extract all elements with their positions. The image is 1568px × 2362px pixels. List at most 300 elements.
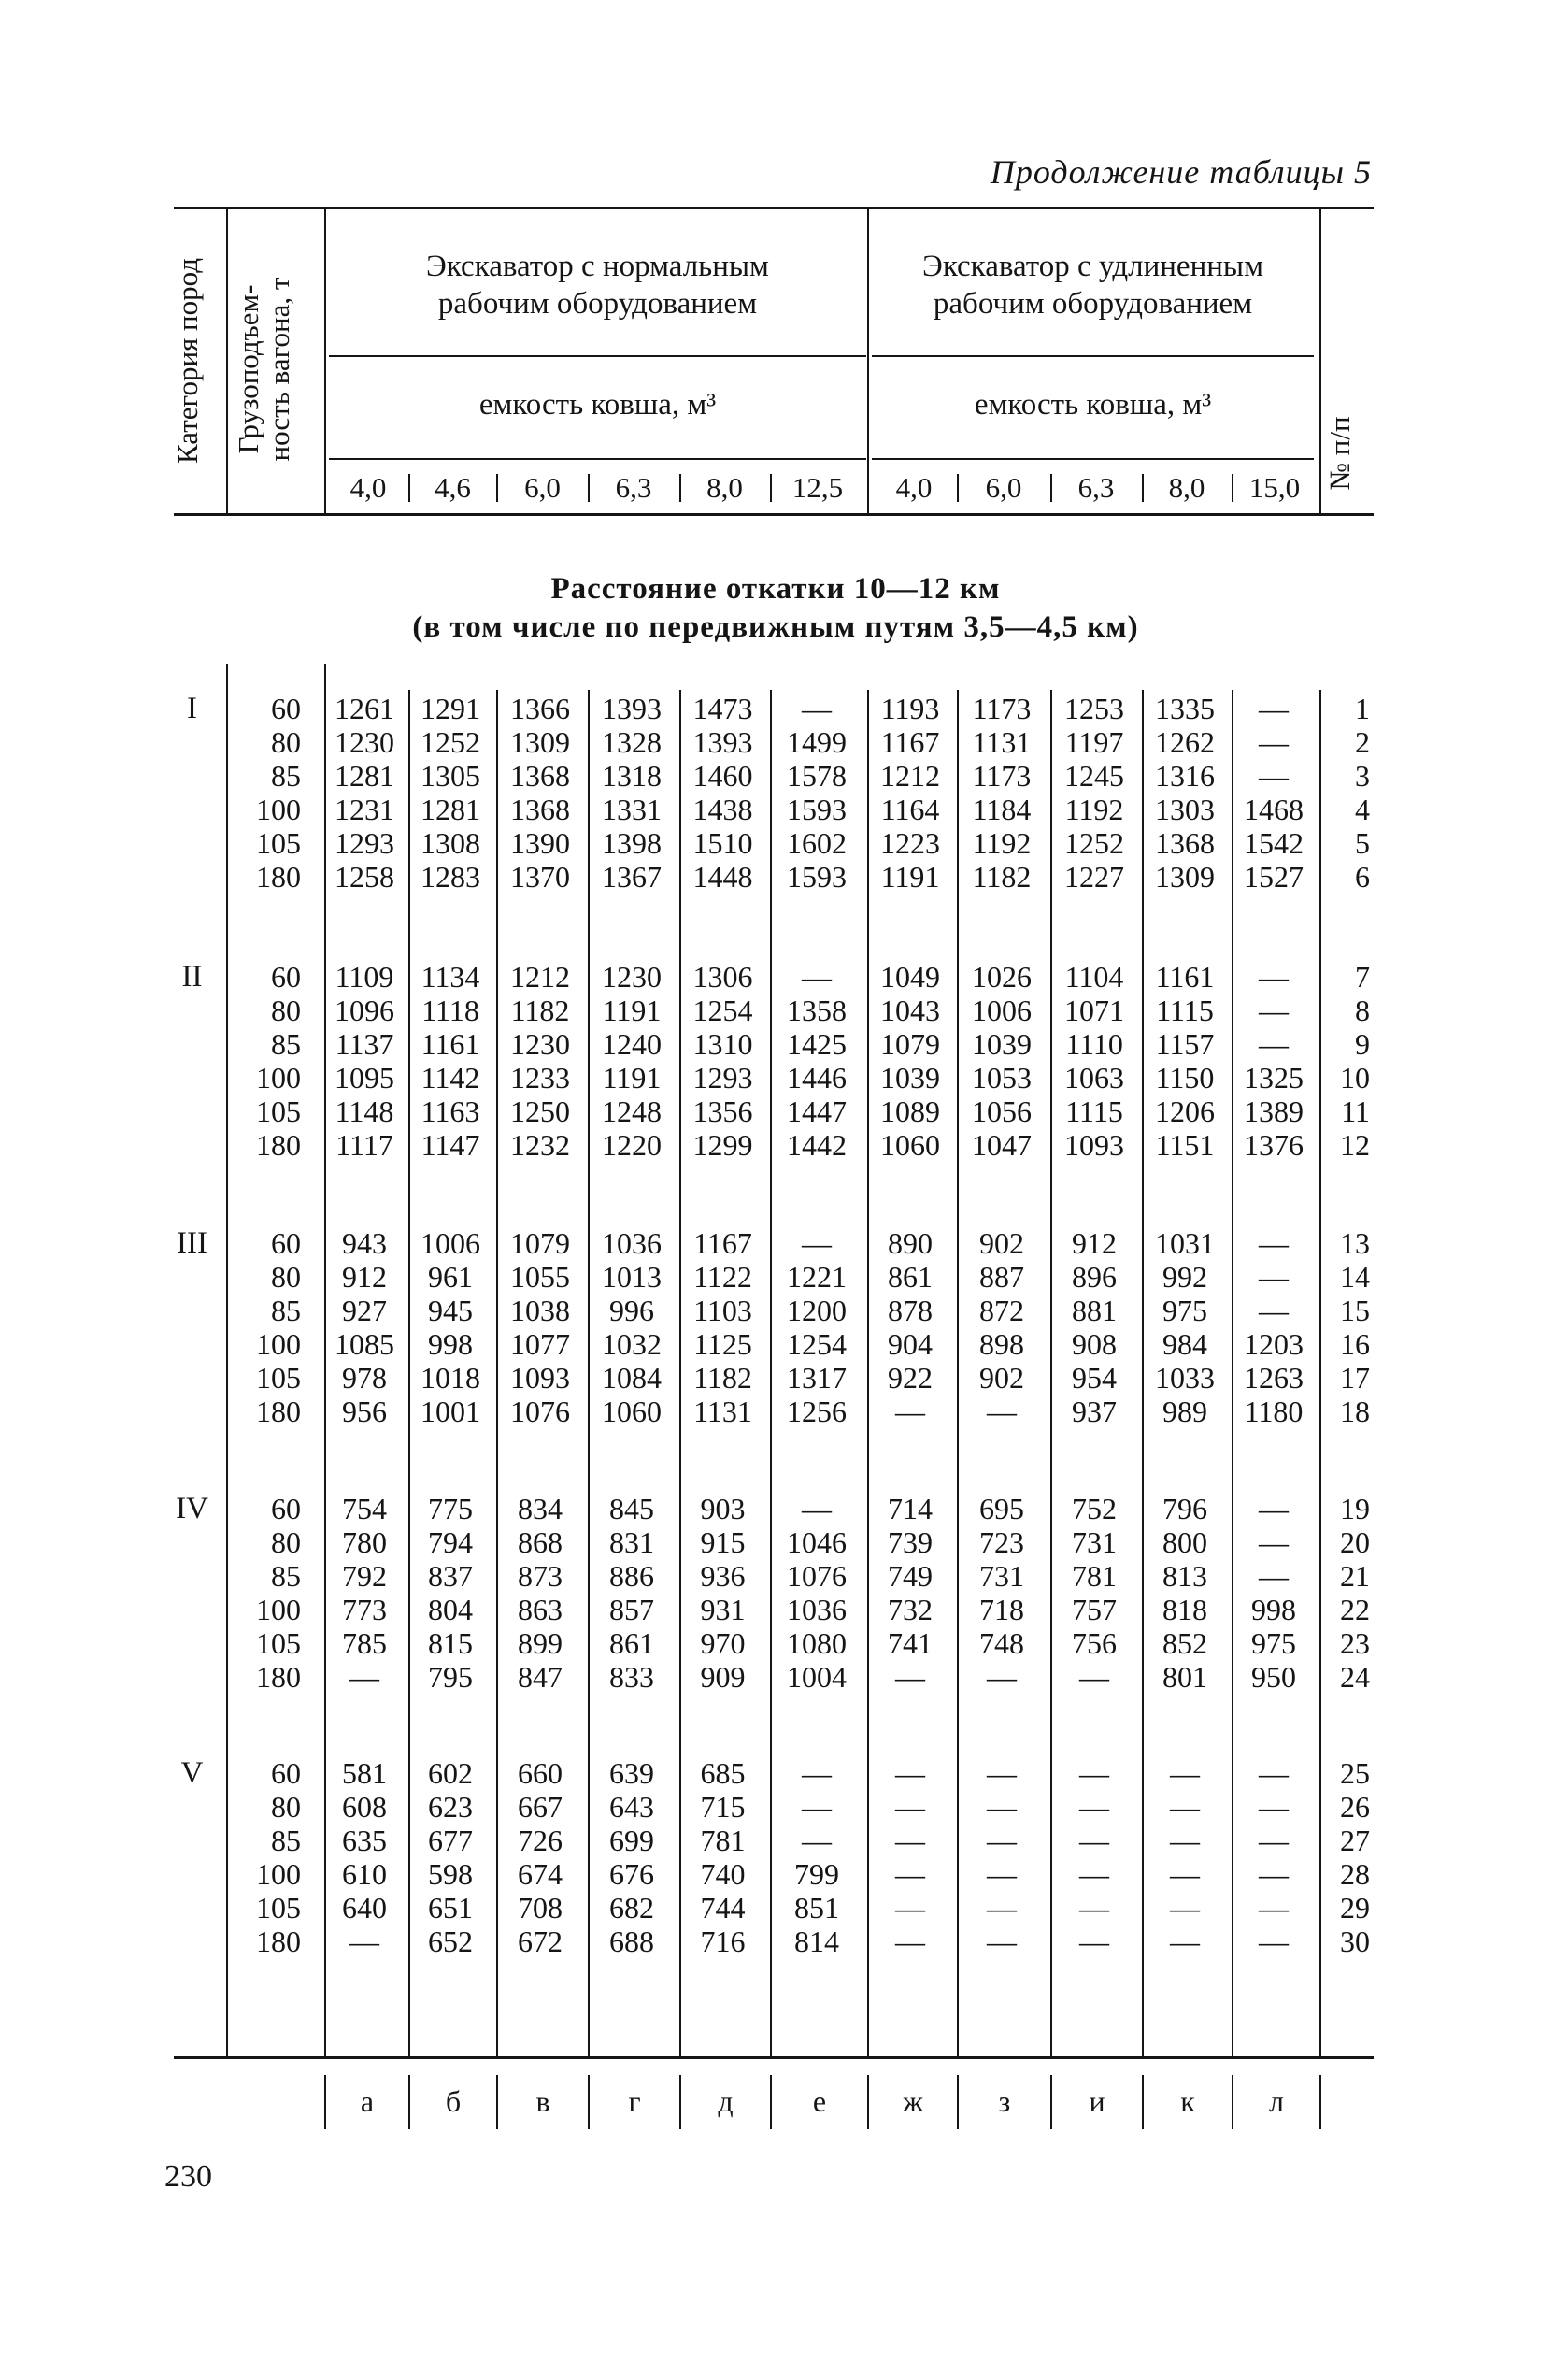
productivity-cell: 1393 [692,725,753,759]
productivity-cell: 796 [1162,1492,1207,1525]
table-row [0,725,1568,759]
productivity-cell: 651 [428,1891,473,1925]
capacity-value: 6,3 [615,471,652,504]
productivity-cell: 1080 [787,1626,847,1660]
productivity-cell: — [987,1756,1017,1790]
productivity-cell: 984 [1162,1327,1207,1361]
productivity-cell: 1089 [880,1095,940,1128]
productivity-cell: — [1259,1824,1289,1857]
productivity-cell: — [1259,1027,1289,1061]
productivity-cell: 903 [700,1492,746,1525]
productivity-cell: 752 [1072,1492,1117,1525]
productivity-cell: 1473 [692,692,753,725]
productivity-cell: 861 [609,1626,654,1660]
productivity-cell: — [895,1891,925,1925]
productivity-cell: 1248 [602,1095,662,1128]
productivity-cell: 643 [609,1790,654,1824]
productivity-cell: 915 [700,1525,746,1559]
productivity-cell: 1180 [1244,1395,1304,1428]
productivity-cell: 1317 [787,1361,847,1395]
wagon-capacity-cell: 100 [256,1857,301,1891]
productivity-cell: 1253 [1064,692,1124,725]
productivity-cell: 1047 [972,1128,1032,1162]
table-row [0,692,1568,725]
productivity-cell: 945 [428,1294,473,1327]
productivity-cell: 1118 [421,994,479,1027]
bucket-capacity-label-extended: емкость ковша, м³ [974,388,1212,422]
productivity-cell: — [987,1925,1017,1958]
table-row [0,1593,1568,1626]
productivity-cell: 1542 [1244,826,1304,860]
productivity-cell: — [895,1790,925,1824]
productivity-cell: 1328 [602,725,662,759]
productivity-cell: 1254 [787,1327,847,1361]
productivity-cell: 1252 [1064,826,1124,860]
productivity-cell: 1262 [1155,725,1215,759]
wagon-capacity-cell: 100 [256,1061,301,1095]
productivity-cell: 1192 [1064,793,1124,826]
row-number-cell: 8 [1355,994,1370,1027]
productivity-cell: 1499 [787,725,847,759]
productivity-cell: — [802,1790,832,1824]
row-number-cell: 21 [1340,1559,1370,1593]
productivity-cell: 847 [518,1660,563,1694]
productivity-cell: 1043 [880,994,940,1027]
wagon-capacity-cell: 80 [271,1525,301,1559]
capacity-value: 4,6 [435,471,471,504]
row-number-cell: 28 [1340,1857,1370,1891]
table-row [0,860,1568,894]
productivity-cell: 672 [518,1925,563,1958]
rock-category-label: I [187,692,197,725]
column-letter: л [1269,2084,1284,2118]
productivity-cell: 792 [342,1559,387,1593]
productivity-cell: 1318 [602,759,662,793]
productivity-cell: 1227 [1064,860,1124,894]
productivity-cell: 1182 [693,1361,752,1395]
productivity-cell: 936 [700,1559,746,1593]
productivity-cell: 1203 [1244,1327,1304,1361]
productivity-cell: 1173 [972,692,1032,725]
row-number-cell: 30 [1340,1925,1370,1958]
productivity-cell: — [1079,1891,1109,1925]
productivity-cell: 996 [609,1294,654,1327]
row-number-cell: 1 [1355,692,1370,725]
capacity-value: 6,0 [524,471,561,504]
productivity-cell: 815 [428,1626,473,1660]
productivity-cell: 667 [518,1790,563,1824]
row-number-cell: 10 [1340,1061,1370,1095]
productivity-cell: 992 [1162,1260,1207,1294]
table-row [0,1061,1568,1095]
productivity-cell: 757 [1072,1593,1117,1626]
productivity-cell: 773 [342,1593,387,1626]
productivity-cell: 598 [428,1857,473,1891]
productivity-cell: 1142 [421,1061,480,1095]
productivity-cell: 943 [342,1226,387,1260]
productivity-cell: 660 [518,1756,563,1790]
productivity-cell: 780 [342,1525,387,1559]
productivity-cell: — [802,960,832,994]
rock-category-group [0,1756,1568,1958]
letter-col-rule [1319,2075,1321,2129]
column-letter: е [812,2084,827,2118]
bucket-divider-normal [329,458,866,460]
productivity-cell: 1115 [1065,1095,1123,1128]
normal-heading-line1: Экскаватор с нормальным [426,250,769,283]
table-row [0,1824,1568,1857]
row-number-cell: 18 [1340,1395,1370,1428]
wagon-capacity-cell: 60 [271,1226,301,1260]
productivity-cell: 954 [1072,1361,1117,1395]
header-top-rule [174,207,1374,209]
productivity-cell: 898 [979,1327,1024,1361]
table-row [0,1925,1568,1958]
productivity-cell: 886 [609,1559,654,1593]
column-letter: ж [902,2084,924,2118]
productivity-cell: 1161 [1155,960,1215,994]
productivity-cell: 1240 [602,1027,662,1061]
productivity-cell: 635 [342,1824,387,1857]
productivity-cell: — [1170,1891,1200,1925]
productivity-cell: 1001 [421,1395,480,1428]
productivity-cell: 837 [428,1559,473,1593]
productivity-cell: — [895,1660,925,1694]
productivity-cell: 1036 [602,1226,662,1260]
table-row [0,1327,1568,1361]
extended-excavator-heading [872,249,1314,322]
productivity-cell: 1230 [602,960,662,994]
row-number-cell: 17 [1340,1361,1370,1395]
productivity-cell: 795 [428,1660,473,1694]
productivity-cell: — [1259,1294,1289,1327]
productivity-cell: — [1259,1226,1289,1260]
column-letter: г [628,2084,641,2118]
productivity-cell: 1032 [602,1327,662,1361]
productivity-cell: 1191 [880,860,940,894]
productivity-cell: 1182 [510,994,570,1027]
productivity-cell: 1220 [602,1128,662,1162]
productivity-cell: 1593 [787,793,847,826]
capacity-separator [408,474,410,502]
rock-category-group [0,1226,1568,1428]
row-number-cell: 7 [1355,960,1370,994]
productivity-cell: — [1259,1891,1289,1925]
capacity-header-line2: ность вагона, т [262,277,295,462]
wagon-capacity-cell: 80 [271,1260,301,1294]
column-letter: к [1180,2084,1195,2118]
section-title-line2: (в том числе по передвижным путям 3,5—4,5 км) [412,610,1139,645]
productivity-cell: — [1259,1492,1289,1525]
row-number-cell: 23 [1340,1626,1370,1660]
productivity-cell: 682 [609,1891,654,1925]
productivity-cell: — [1259,994,1289,1027]
rock-category-label: IV [176,1492,208,1525]
wagon-capacity-cell: 85 [271,1824,301,1857]
productivity-cell: 1325 [1244,1061,1304,1095]
capacity-separator [957,474,959,502]
productivity-cell: 1031 [1155,1226,1215,1260]
productivity-cell: 749 [888,1559,933,1593]
productivity-cell: 726 [518,1824,563,1857]
productivity-cell: 912 [1072,1226,1117,1260]
productivity-cell: 1173 [972,759,1032,793]
table-row [0,826,1568,860]
productivity-cell: 834 [518,1492,563,1525]
table-row [0,994,1568,1027]
productivity-cell: 857 [609,1593,654,1626]
productivity-cell: — [1170,1824,1200,1857]
table-row [0,1790,1568,1824]
productivity-cell: 975 [1251,1626,1296,1660]
productivity-cell: 1510 [692,826,753,860]
row-number-cell: 12 [1340,1128,1370,1162]
productivity-cell: — [1079,1824,1109,1857]
row-number-cell: 3 [1355,759,1370,793]
capacity-separator [1050,474,1052,502]
productivity-cell: — [1079,1790,1109,1824]
wagon-capacity-cell: 60 [271,960,301,994]
productivity-cell: 1060 [880,1128,940,1162]
productivity-cell: 1161 [421,1027,480,1061]
productivity-cell: 912 [342,1260,387,1294]
productivity-cell: — [1170,1925,1200,1958]
productivity-cell: 1366 [510,692,570,725]
productivity-cell: — [1259,1756,1289,1790]
productivity-cell: 896 [1072,1260,1117,1294]
productivity-cell: 1358 [787,994,847,1027]
productivity-cell: 1368 [510,793,570,826]
productivity-cell: 741 [888,1626,933,1660]
capacity-separator [770,474,772,502]
capacity-value: 8,0 [706,471,743,504]
bucket-capacity-row [0,465,1568,511]
productivity-cell: 732 [888,1593,933,1626]
productivity-cell: 1370 [510,860,570,894]
table-row [0,1095,1568,1128]
productivity-cell: 1293 [692,1061,753,1095]
row-number-cell: 4 [1355,793,1370,826]
table-row [0,759,1568,793]
productivity-cell: 715 [700,1790,746,1824]
table-row [0,1857,1568,1891]
productivity-cell: 937 [1072,1395,1117,1428]
productivity-cell: 1368 [1155,826,1215,860]
productivity-cell: — [1079,1925,1109,1958]
productivity-cell: 1046 [787,1525,847,1559]
productivity-cell: 881 [1072,1294,1117,1327]
rock-category-group [0,692,1568,894]
column-letter: и [1089,2084,1105,2118]
productivity-cell: 970 [700,1626,746,1660]
wagon-capacity-cell: 60 [271,1492,301,1525]
row-number-cell: 26 [1340,1790,1370,1824]
productivity-cell: — [895,1395,925,1428]
productivity-cell: 1200 [787,1294,847,1327]
productivity-cell: 1527 [1244,860,1304,894]
productivity-cell: 1316 [1155,759,1215,793]
row-number-cell: 14 [1340,1260,1370,1294]
normal-excavator-heading [329,249,866,322]
wagon-capacity-cell: 85 [271,759,301,793]
productivity-cell: 1060 [602,1395,662,1428]
capacity-value: 8,0 [1168,471,1205,504]
capacity-value: 12,5 [791,471,844,504]
productivity-cell: 1393 [602,692,662,725]
table-row [0,1492,1568,1525]
productivity-cell: 1578 [787,759,847,793]
wagon-capacity-cell: 105 [256,1891,301,1925]
table-row [0,1294,1568,1327]
productivity-cell: 902 [979,1226,1024,1260]
productivity-cell: 1013 [602,1260,662,1294]
productivity-cell: 1096 [335,994,394,1027]
productivity-cell: 1442 [787,1128,847,1162]
header-bottom-rule [174,513,1374,516]
productivity-cell: 1039 [972,1027,1032,1061]
capacity-header-line1: Грузоподъем- [232,284,264,454]
productivity-cell: 908 [1072,1327,1117,1361]
productivity-cell: 800 [1162,1525,1207,1559]
productivity-cell: 1263 [1244,1361,1304,1395]
productivity-cell: 731 [1072,1525,1117,1559]
productivity-cell: 1076 [510,1395,570,1428]
productivity-cell: 1223 [880,826,940,860]
productivity-cell: 677 [428,1824,473,1857]
productivity-cell: 833 [609,1660,654,1694]
productivity-cell: — [987,1891,1017,1925]
productivity-cell: 1197 [1064,725,1124,759]
productivity-cell: 1258 [335,860,394,894]
wagon-capacity-cell: 105 [256,1626,301,1660]
productivity-cell: 1071 [1064,994,1124,1027]
productivity-cell: 1084 [602,1361,662,1395]
productivity-cell: 1232 [510,1128,570,1162]
table-row [0,1559,1568,1593]
table-row [0,1395,1568,1428]
productivity-cell: 699 [609,1824,654,1857]
table-row [0,1756,1568,1790]
extended-heading-line1: Экскаватор с удлиненным [922,250,1263,283]
wagon-capacity-cell: 100 [256,793,301,826]
wagon-capacity-cell: 100 [256,1593,301,1626]
table-row [0,960,1568,994]
rock-category-label: V [180,1756,204,1790]
productivity-cell: 1163 [421,1095,480,1128]
capacity-value: 4,0 [895,471,933,504]
wagon-capacity-cell: 180 [256,1128,301,1162]
wagon-capacity-cell: 85 [271,1294,301,1327]
productivity-cell: 1134 [421,960,480,994]
productivity-cell: — [987,1660,1017,1694]
productivity-cell: 1039 [880,1061,940,1095]
productivity-cell: — [1259,960,1289,994]
table-row [0,1260,1568,1294]
wagon-capacity-cell: 180 [256,1395,301,1428]
productivity-cell: — [987,1824,1017,1857]
column-letter-row [0,2056,1568,2118]
productivity-cell: 602 [428,1756,473,1790]
productivity-cell: 1191 [602,994,662,1027]
productivity-cell: 1221 [787,1260,847,1294]
productivity-cell: — [1170,1857,1200,1891]
productivity-cell: — [895,1756,925,1790]
productivity-cell: 899 [518,1626,563,1660]
column-letter: з [998,2084,1011,2118]
section-title [355,570,1196,648]
productivity-cell: 1447 [787,1095,847,1128]
wagon-capacity-cell: 100 [256,1327,301,1361]
productivity-cell: 1095 [335,1061,394,1095]
productivity-cell: 851 [794,1891,839,1925]
productivity-cell: 785 [342,1626,387,1660]
productivity-cell: 818 [1162,1593,1207,1626]
productivity-cell: 1109 [335,960,394,994]
productivity-cell: 1230 [335,725,394,759]
row-number-cell: 11 [1341,1095,1370,1128]
row-number-cell: 16 [1340,1327,1370,1361]
productivity-cell: 1103 [693,1294,752,1327]
table-row [0,1027,1568,1061]
productivity-cell: 1093 [1064,1128,1124,1162]
productivity-cell: — [802,1756,832,1790]
productivity-cell: 716 [700,1925,746,1958]
productivity-cell: 1283 [421,860,480,894]
productivity-cell: 998 [1251,1593,1296,1626]
productivity-cell: 1004 [787,1660,847,1694]
productivity-cell: — [1170,1790,1200,1824]
productivity-cell: 1006 [972,994,1032,1027]
productivity-cell: — [895,1857,925,1891]
row-number-cell: 6 [1355,860,1370,894]
productivity-cell: 688 [609,1925,654,1958]
productivity-cell: 1147 [421,1128,480,1162]
row-number-cell: 13 [1340,1226,1370,1260]
productivity-cell: 1150 [1155,1061,1215,1095]
productivity-cell: 1309 [1155,860,1215,894]
capacity-value: 15,0 [1248,471,1301,504]
productivity-cell: 1079 [510,1226,570,1260]
productivity-cell: 801 [1162,1660,1207,1694]
productivity-cell: 794 [428,1525,473,1559]
capacity-value: 4,0 [349,471,387,504]
wagon-capacity-cell: 180 [256,860,301,894]
productivity-cell: 1110 [1065,1027,1123,1061]
productivity-cell: 1026 [972,960,1032,994]
productivity-cell: 1390 [510,826,570,860]
wagon-capacity-cell: 60 [271,692,301,725]
productivity-cell: 1056 [972,1095,1032,1128]
productivity-cell: 731 [979,1559,1024,1593]
bucket-divider-extended [872,458,1314,460]
productivity-cell: 799 [794,1857,839,1891]
productivity-cell: 1131 [693,1395,752,1428]
productivity-cell: 610 [342,1857,387,1891]
rock-category-label: III [177,1226,207,1260]
productivity-cell: 1250 [510,1095,570,1128]
wagon-capacity-cell: 105 [256,1361,301,1395]
productivity-cell: 852 [1162,1626,1207,1660]
productivity-cell: 744 [700,1891,746,1925]
productivity-cell: 1233 [510,1061,570,1095]
productivity-cell: 1438 [692,793,753,826]
row-number-cell: 27 [1340,1824,1370,1857]
normal-heading-line2: рабочим оборудованием [437,286,758,321]
productivity-cell: — [1259,1925,1289,1958]
table-row [0,793,1568,826]
productivity-cell: 1281 [335,759,394,793]
productivity-cell: 748 [979,1626,1024,1660]
